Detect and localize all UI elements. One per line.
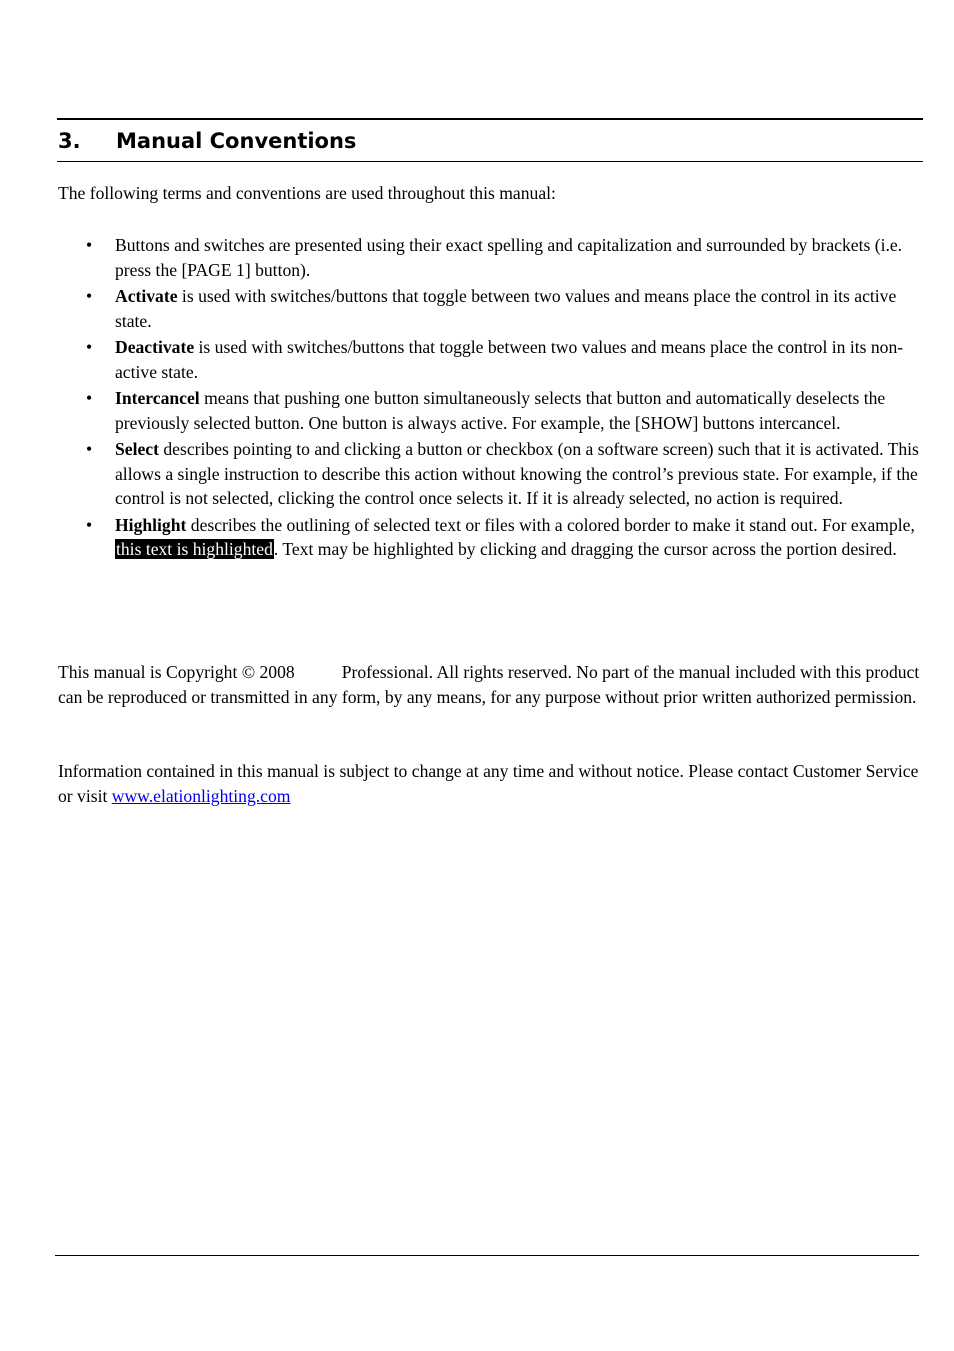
copyright-rest: Professional. All rights reserved. No part of the manual included with this product can be reproduced or transmitted in any form, by any means, for any purpose without prior written authorized permission. bbox=[58, 662, 920, 707]
conventions-list bbox=[58, 233, 924, 564]
term-description: is used with switches/buttons that toggle between two values and means place the control in its active state. bbox=[115, 286, 897, 331]
list-item bbox=[58, 335, 924, 384]
list-item bbox=[58, 513, 924, 562]
section-heading bbox=[58, 129, 356, 153]
section-number: 3. bbox=[58, 129, 81, 153]
term-label: Select bbox=[115, 439, 159, 459]
bullet-icon: • bbox=[86, 388, 93, 408]
info-text: Information contained in this manual is subject to change at any time and without notice. Please contact Customer Service or visit bbox=[58, 761, 919, 806]
info-paragraph bbox=[58, 759, 924, 808]
term-description: is used with switches/buttons that toggle between two values and means place the control in its non-active state. bbox=[115, 337, 904, 382]
list-item bbox=[58, 437, 924, 511]
copyright-paragraph bbox=[58, 660, 924, 709]
term-description: describes the outlining of selected text or files with a colored border to make it stand out. For example, bbox=[186, 514, 915, 535]
term-description: describes pointing to and clicking a button or checkbox (on a software screen) such that it is activated. This allows a single instruction to describe this action without knowing the control’s previous state. For example, if the control is not selected, clicking the control once selects it. If it is already selected, no action is required. bbox=[115, 439, 919, 508]
term-description: means that pushing one button simultaneously selects that button and automatically deselects the previously selected button. One button is always active. For example, the [SHOW] buttons intercancel. bbox=[115, 388, 886, 433]
bullet-icon: • bbox=[86, 514, 93, 535]
footer-rule bbox=[55, 1255, 919, 1256]
bullet-icon: • bbox=[86, 439, 93, 459]
list-item bbox=[58, 284, 924, 333]
bullet-icon: • bbox=[86, 286, 93, 306]
term-label: Activate bbox=[115, 286, 178, 306]
term-description: Buttons and switches are presented using their exact spelling and capitalization and surrounded by brackets (i.e. press the [PAGE 1] button). bbox=[115, 235, 903, 280]
term-label: Intercancel bbox=[115, 388, 200, 408]
top-rule bbox=[57, 118, 923, 120]
term-label: Deactivate bbox=[115, 337, 195, 357]
copyright-lead: This manual is Copyright © 2008 bbox=[58, 662, 295, 682]
highlighted-text-sample: this text is highlighted bbox=[116, 539, 273, 559]
bullet-icon: • bbox=[86, 337, 93, 357]
heading-rule bbox=[57, 161, 923, 162]
list-item bbox=[58, 233, 924, 282]
intro-paragraph: The following terms and conventions are used throughout this manual: bbox=[58, 183, 556, 203]
list-item bbox=[58, 386, 924, 435]
website-link[interactable]: www.elationlighting.com bbox=[111, 785, 291, 806]
term-description-end: . Text may be highlighted by clicking and dragging the cursor across the portion desired. bbox=[273, 539, 897, 559]
section-title: Manual Conventions bbox=[116, 129, 357, 153]
bullet-icon: • bbox=[86, 235, 93, 255]
term-label: Highlight bbox=[115, 514, 187, 535]
